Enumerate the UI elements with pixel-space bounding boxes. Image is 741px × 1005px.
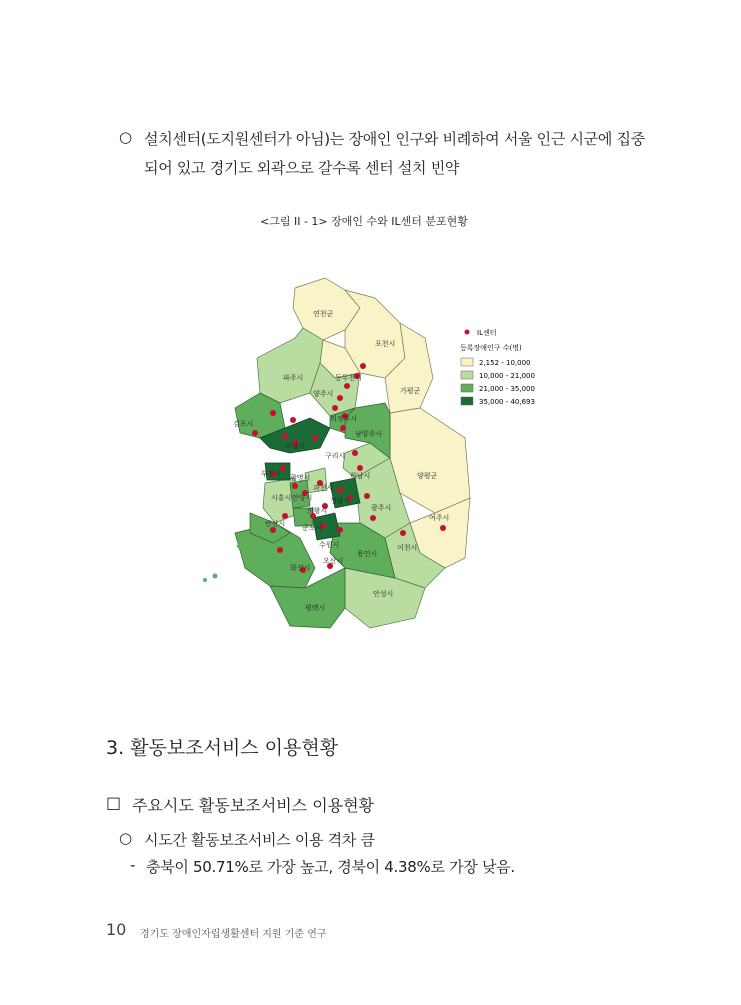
- legend-marker-label: IL센터: [477, 329, 497, 337]
- region-label: 가평군: [400, 387, 421, 395]
- region-label: 군포시: [302, 524, 323, 532]
- region-label: 동두천시: [335, 374, 363, 382]
- bullet-marker: ○: [119, 128, 132, 146]
- legend-range: 35,000 - 40,693: [479, 398, 535, 406]
- bullet-text-line1: 설치센터(도지원센터가 아님)는 장애인 인구와 비례하여 서울 인근 시군에 집중: [144, 130, 645, 148]
- region-label: 의정부시: [330, 415, 358, 423]
- region-label: 안산시: [265, 520, 286, 528]
- region-label: 안성시: [373, 590, 394, 598]
- region-label: 남양주시: [355, 430, 383, 438]
- region-label: 광명시: [290, 474, 311, 482]
- page-number: 10: [106, 920, 127, 939]
- dash-text: 충북이 50.71%로 가장 높고, 경북이 4.38%로 가장 낮음.: [146, 858, 515, 876]
- legend-range: 21,000 - 35,000: [479, 385, 535, 393]
- region-label: 포천시: [375, 340, 396, 348]
- region-yangpyeong: [390, 408, 470, 513]
- region-label: 양평군: [417, 472, 438, 480]
- region-label: 양주시: [313, 390, 334, 398]
- region-label: 오산시: [323, 557, 344, 565]
- region-label: 수원시: [319, 541, 340, 549]
- region-label: 평택시: [305, 604, 326, 612]
- legend-title: 등록장애인구 수(명): [460, 344, 522, 352]
- region-label: 안양시: [292, 494, 313, 502]
- sub-heading-marker: □: [106, 793, 122, 812]
- region-label: 연천군: [313, 310, 334, 318]
- bullet-text-line2: 되어 있고 경기도 외곽으로 갈수록 센터 설치 빈약: [144, 159, 460, 177]
- gyeonggi-map: [195, 268, 535, 638]
- region-label: 구리시: [325, 452, 346, 460]
- region-label: 하남시: [350, 472, 371, 480]
- region-label: 화성시: [290, 564, 311, 572]
- footer-title: 경기도 장애인자립생활센터 지원 기준 연구: [140, 929, 327, 940]
- section-heading: 3. 활동보조서비스 이용현황: [106, 737, 339, 759]
- region-label: 광주시: [371, 504, 392, 512]
- legend-range: 10,000 - 21,000: [479, 372, 535, 380]
- region-label: 여주시: [429, 514, 450, 522]
- legend-range: 2,152 - 10,000: [479, 359, 531, 367]
- region-label: 과천시: [313, 484, 334, 492]
- region-label: 의왕시: [307, 507, 328, 515]
- map-legend: [460, 328, 535, 406]
- bullet-marker: ○: [119, 829, 132, 847]
- region-label: 김포시: [233, 420, 254, 428]
- figure-caption: <그림 II - 1> 장애인 수와 IL센터 분포현황: [260, 215, 468, 228]
- region-label: 용인시: [357, 550, 378, 558]
- region-label: 시흥시: [271, 494, 292, 502]
- region-label: 파주시: [283, 374, 304, 382]
- region-label: 이천시: [397, 544, 418, 552]
- bullet-text: 시도간 활동보조서비스 이용 격차 큼: [144, 831, 375, 849]
- region-label: 고양시: [285, 442, 306, 450]
- region-label: 성남시: [330, 497, 351, 505]
- dash-marker: -: [130, 856, 136, 874]
- region-label: 부천시: [261, 470, 282, 478]
- sub-heading: 주요시도 활동보조서비스 이용현황: [132, 796, 375, 815]
